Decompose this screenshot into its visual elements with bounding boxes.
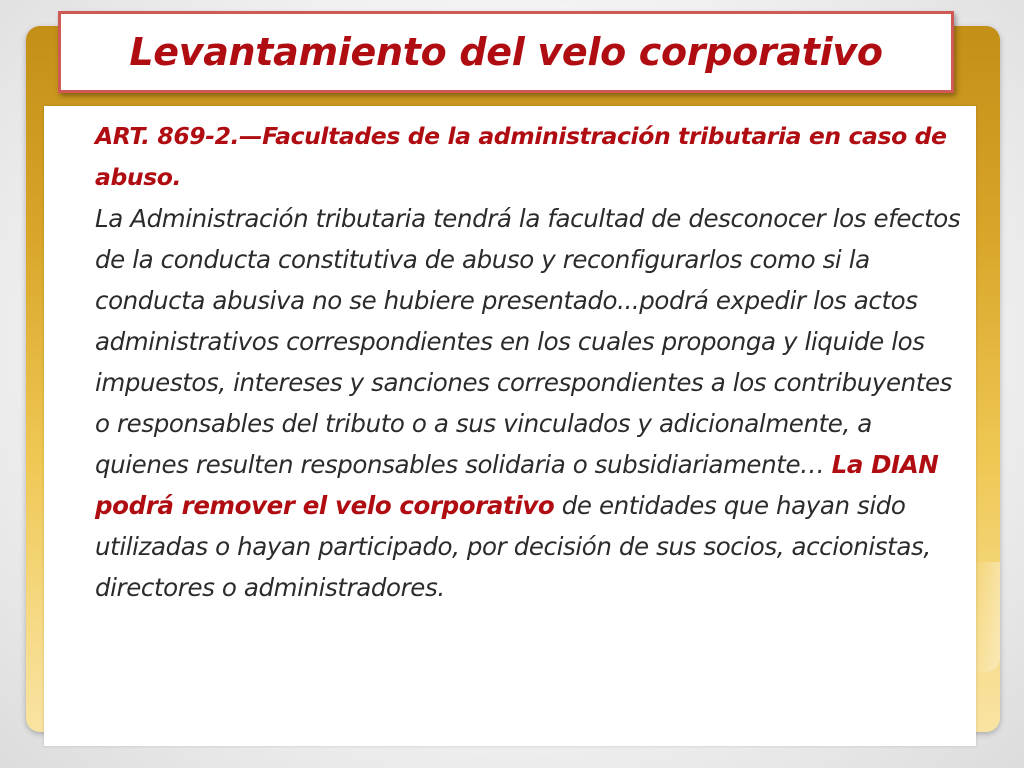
slide-title: Levantamiento del velo corporativo: [129, 30, 883, 74]
article-body: [95, 116, 963, 608]
title-box: [58, 11, 954, 93]
paragraph-highlight: La DIAN podrá remover el velo corporativo: [95, 450, 939, 520]
article-heading: ART. 869-2.—Facultades de la administración tributaria en caso de abuso.: [95, 122, 947, 191]
paragraph-text-part1: La Administración tributaria tendrá la facultad de desconocer los efectos de la conducta constitutiva de abuso y reconfigurarlos como si la conducta abusiva no se hubiere presentado...podrá expedir los actos administrativos correspondientes en los cuales proponga y liquide los impuestos, intereses y sanciones correspondientes a los contribuyentes o responsables del tributo o a sus vinculados y adicionalmente, a quienes resulten responsables solidaria o subsidiariamente…: [95, 204, 961, 479]
article-paragraph: [95, 198, 963, 608]
paragraph-text-part2: de entidades que hayan sido utilizadas o hayan participado, por decisión de sus socios, accionistas, directores o administradores.: [95, 491, 931, 602]
